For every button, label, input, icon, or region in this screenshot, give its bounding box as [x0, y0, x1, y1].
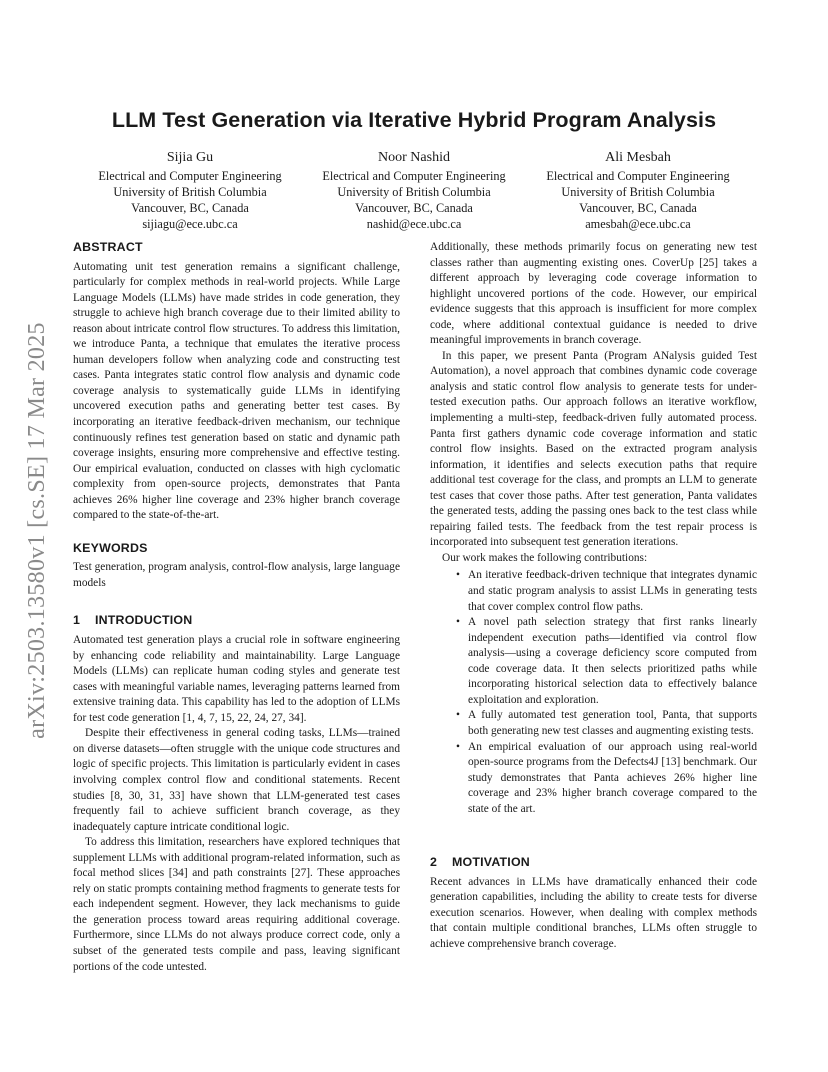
motivation-heading [430, 855, 757, 871]
contributions-intro: Our work makes the following contributions: [442, 551, 648, 564]
author-email[interactable]: nashid@ece.ubc.ca [366, 217, 462, 231]
keywords-heading: KEYWORDS [73, 540, 148, 555]
author-name: Sijia Gu [166, 150, 214, 165]
author-2 [302, 148, 526, 232]
motivation-paragraph-1: Recent advances in LLMs have dramatically enhanced their code generation capabilities, including the ability to create tests for diverse execution scenarios. However, when dealing with complex methods that contain multiple conditional branches, LLMs often struggle to achieve comprehensive branch coverage. [430, 875, 757, 950]
author-name: Ali Mesbah [605, 150, 671, 165]
author-dept: Electrical and Computer Engineering [322, 169, 506, 183]
author-location: Vancouver, BC, Canada [579, 201, 697, 215]
author-dept: Electrical and Computer Engineering [546, 169, 730, 183]
contributions-list [430, 568, 757, 817]
paper-title: LLM Test Generation via Iterative Hybrid Program Analysis [111, 108, 717, 132]
author-dept: Electrical and Computer Engineering [98, 169, 282, 183]
arxiv-watermark: arXiv:2503.13580v1 [cs.SE] 17 Mar 2025 [23, 321, 50, 739]
author-3 [526, 148, 750, 232]
intro-paragraph-1: Automated test generation plays a crucial role in software engineering by enhancing code reliability and maintainability. Large Language Models (LLMs) can replicate human coding styles and generate test cases with meaningful variable names, leveraging patterns learned from extensive training data. This capability has led to the adoption of LLMs for test code generation [1, 4, 7, 15, 22, 24, 27, 34]. [73, 634, 400, 724]
section-number: 2 [430, 855, 438, 870]
list-item: • A fully automated test generation tool, Panta, that supports both generating new test classes and augmenting existing tests. [468, 708, 757, 739]
list-item: • A novel path selection strategy that first ranks linearly independent execution paths—identified via control flow analysis—using a coverage deficiency score computed from code coverage data. It then selects prioritized paths while incorporating historical selection data to effectively balance exploitation and exploration. [468, 615, 757, 708]
list-item: • An empirical evaluation of our approach using real-world open-source programs from the Defects4J [13] benchmark. Our study demonstrates that Panta achieves 26% higher line coverage and 23% higher branch coverage compared to the state of the art. [468, 740, 757, 818]
intro-paragraph-5: In this paper, we present Panta (Program ANalysis guided Test Automation), a novel approach that combines dynamic code coverage analysis and static control flow analysis to generate tests for under-tested execution paths. Our approach follows an iterative workflow, implementing a multi-step, feedback-driven fully automated process. Panta first gathers dynamic code coverage information and static control flow insights. Based on the extracted program analysis information, it identifies and selects execution paths that require additional test coverage for the class, and prompts an LLM to generate test cases that cover those paths. After test generation, Panta validates the generated tests, adding the passing ones back to the test class while repairing failed tests. The feedback from the test repair process is incorporated into subsequent test generation iterations. [430, 349, 757, 549]
keywords-text: Test generation, program analysis, control-flow analysis, large language models [73, 561, 400, 589]
author-block [78, 148, 750, 232]
right-column [430, 240, 757, 953]
author-1 [78, 148, 302, 232]
list-item: • An iterative feedback-driven technique that integrates dynamic and static program analysis to assist LLMs in generating tests that cover complex control flow paths. [468, 568, 757, 615]
intro-paragraph-2: Despite their effectiveness in general coding tasks, LLMs—trained on diverse datasets—often struggle with the unique code structures and logic of specific projects. This limitation is particularly evident in cases involving complex control flow and conditional statements. Recent studies [8, 30, 31, 33] have shown that LLM-generated test cases frequently fail to achieve sufficient branch coverage, as they inadequately capture intricate conditional logic. [73, 727, 400, 833]
abstract-text: Automating unit test generation remains a significant challenge, particularly for complex methods in real-world projects. While Large Language Models (LLMs) have made strides in code generation, they struggle to achieve high branch coverage due to their limited ability to reason about intricate control flow structures. To address this limitation, we introduce Panta, a technique that emulates the iterative process human developers follow when analyzing code and constructing test cases. Panta integrates static control flow analysis and dynamic code coverage analysis to systematically guide LLMs in identifying uncovered execution paths and generating better test cases. By incorporating an iterative feedback-driven mechanism, our technique continuously refines test generation based on static and dynamic path coverage insights, ensuring more comprehensive and effective testing. Our empirical evaluation, conducted on classes with high cyclomatic complexity from open-source projects, demonstrates that Panta achieves 26% higher line coverage and 23% higher branch coverage compared to the state-of-the-art. [73, 260, 400, 522]
author-univ: University of British Columbia [337, 185, 491, 199]
author-location: Vancouver, BC, Canada [131, 201, 249, 215]
author-univ: University of British Columbia [113, 185, 267, 199]
section-number: 1 [73, 613, 81, 628]
abstract-heading: ABSTRACT [73, 240, 143, 254]
intro-paragraph-3: To address this limitation, researchers have explored techniques that supplement LLMs with additional program-related information, such as focal method slices [34] and path constraints [27]. These approaches rely on static prompts containing method fragments to generate tests for each independent segment. However, they lack mechanisms to guide the generation process toward areas requiring additional coverage. Furthermore, since LLMs do not always produce correct code, only a subset of the generated tests compile and pass, leaving significant portions of the code untested. [73, 836, 400, 973]
section-title: INTRODUCTION [95, 613, 193, 628]
intro-paragraph-4: Additionally, these methods primarily focus on generating new test classes rather than augmenting existing ones. CoverUp [25] takes a different approach by leveraging code coverage information to highlight uncovered portions of the code. However, our empirical evidence suggests that this approach is insufficient for more complex code, where additional contextual guidance is needed to drive meaningful improvements in branch coverage. [430, 241, 757, 347]
intro-heading [73, 613, 400, 629]
section-title: MOTIVATION [452, 855, 530, 870]
author-univ: University of British Columbia [561, 185, 715, 199]
author-location: Vancouver, BC, Canada [355, 201, 473, 215]
author-name: Noor Nashid [378, 150, 450, 165]
left-column [73, 240, 400, 975]
author-email[interactable]: sijiagu@ece.ubc.ca [142, 217, 238, 231]
author-email[interactable]: amesbah@ece.ubc.ca [585, 217, 691, 231]
